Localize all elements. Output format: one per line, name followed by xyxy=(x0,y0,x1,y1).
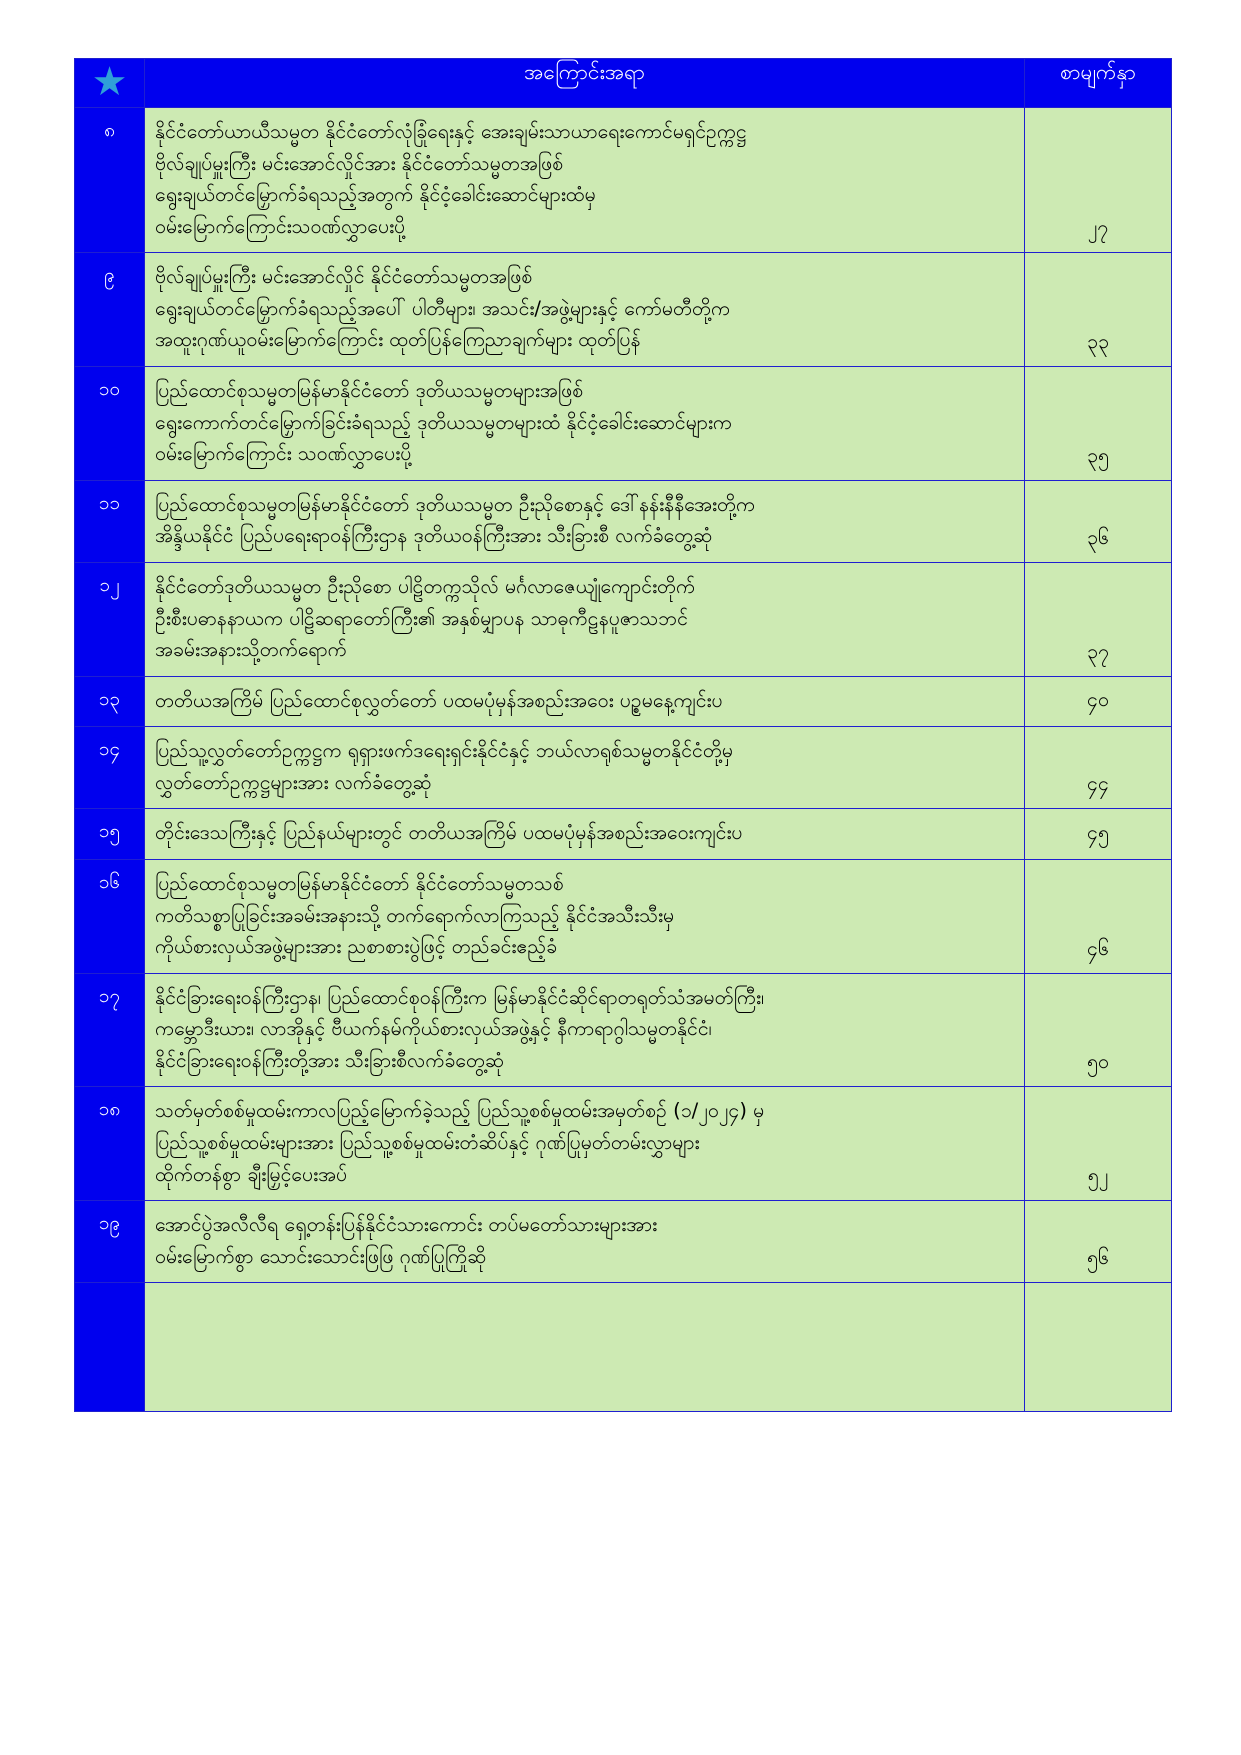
subject-line: အထူးဂုဏ်ယူဝမ်းမြောက်ကြောင်း ထုတ်ပြန်ကြေညာချက်များ ထုတ်ပြန် xyxy=(155,328,641,352)
filler-cell xyxy=(145,1283,1025,1412)
row-number: ၁၇ xyxy=(75,973,145,1087)
table-header xyxy=(75,59,1172,108)
subject-line: ဗိုလ်ချုပ်မှူးကြီး မင်းအောင်လှိုင်အား နိုင်ငံတော်သမ္မတအဖြစ် xyxy=(155,151,564,175)
row-page-number: ၄၅ xyxy=(1025,809,1172,860)
subject-line: အောင်ပွဲအလီလီရ ရှေ့တန်းပြန်နိုင်ငံသားကောင်း တပ်မတော်သားများအား xyxy=(155,1213,658,1237)
filler-cell xyxy=(75,1283,145,1412)
subject-line: ရွေးကောက်တင်မြှောက်ခြင်းခံရသည့် ဒုတိယသမ္မတများထံ နိုင်ငံ့ခေါင်းဆောင်များက xyxy=(155,410,732,434)
row-page-number: ၃၅ xyxy=(1025,367,1172,481)
table-of-contents xyxy=(74,58,1172,1412)
row-subject xyxy=(145,562,1025,676)
subject-line: ကတိသစ္စာပြုခြင်းအခမ်းအနားသို့ တက်ရောက်လာကြသည့် နိုင်ငံအသီးသီးမှ xyxy=(155,903,675,927)
row-number: ၁၉ xyxy=(75,1201,145,1283)
table-row xyxy=(75,253,1172,367)
row-number: ၁၆ xyxy=(75,859,145,973)
subject-line: လွှတ်တော်ဥက္ကဋ္ဌများအား လက်ခံတွေ့ဆုံ xyxy=(155,770,432,794)
row-number: ၁၁ xyxy=(75,480,145,562)
row-subject xyxy=(145,480,1025,562)
row-subject xyxy=(145,1201,1025,1283)
row-number: ၉ xyxy=(75,253,145,367)
subject-line: ရွေးချယ်တင်မြှောက်ခံရသည့်အပေါ် ပါတီများ၊ အသင်း/အဖွဲ့များနှင့် ကော်မတီတို့က xyxy=(155,296,731,320)
subject-line: ကိုယ်စားလှယ်အဖွဲ့များအား ညစာစားပွဲဖြင့် တည်ခင်းဧည့်ခံ xyxy=(155,935,558,959)
subject-line: ပြည်ထောင်စုသမ္မတမြန်မာနိုင်ငံတော် ဒုတိယသမ္မတများအဖြစ် xyxy=(155,379,584,403)
star-icon: ★ xyxy=(91,59,128,105)
filler-cell xyxy=(1025,1283,1172,1412)
row-subject xyxy=(145,809,1025,860)
subject-line: ဝမ်းမြောက်ကြောင်းသဝဏ်လွှာပေးပို့ xyxy=(155,214,406,238)
row-page-number: ၅၀ xyxy=(1025,973,1172,1087)
subject-line: နိုင်ငံခြားရေးဝန်ကြီးတို့အား သီးခြားစီလက်ခံတွေ့ဆုံ xyxy=(155,1048,504,1072)
table-row xyxy=(75,1087,1172,1201)
row-page-number: ၅၂ xyxy=(1025,1087,1172,1201)
row-subject xyxy=(145,367,1025,481)
table-row xyxy=(75,676,1172,727)
row-number: ၁၃ xyxy=(75,676,145,727)
table-body xyxy=(75,108,1172,1412)
subject-line: နိုင်ငံတော်ယာယီသမ္မတ နိုင်ငံတော်လုံခြုံရေးနှင့် အေးချမ်းသာယာရေးကောင်မရှင်ဥက္ကဋ္ဌ xyxy=(155,120,747,143)
row-page-number: ၅၆ xyxy=(1025,1201,1172,1283)
row-subject xyxy=(145,727,1025,809)
table-row xyxy=(75,562,1172,676)
row-number: ၁၅ xyxy=(75,809,145,860)
table-row xyxy=(75,859,1172,973)
column-header-page: စာမျက်နှာ xyxy=(1025,59,1172,108)
subject-line: တတိယအကြိမ် ပြည်ထောင်စုလွှတ်တော် ပထမပုံမှန်အစည်းအဝေး ပဉ္စမနေ့ကျင်းပ xyxy=(155,688,723,712)
row-subject xyxy=(145,973,1025,1087)
column-header-subject: အကြောင်းအရာ xyxy=(145,59,1025,108)
table-row xyxy=(75,1201,1172,1283)
table-row xyxy=(75,727,1172,809)
subject-line: တိုင်းဒေသကြီးနှင့် ပြည်နယ်များတွင် တတိယအကြိမ် ပထမပုံမှန်အစည်းအဝေးကျင်းပ xyxy=(155,821,743,845)
subject-line: ဝမ်းမြောက်ကြောင်း သဝဏ်လွှာပေးပို့ xyxy=(155,442,412,466)
table-row xyxy=(75,809,1172,860)
subject-line: ပြည်ထောင်စုသမ္မတမြန်မာနိုင်ငံတော် နိုင်ငံတော်သမ္မတသစ် xyxy=(155,871,564,895)
row-number: ၈ xyxy=(75,108,145,253)
subject-line: ပြည်သူ့စစ်မှုထမ်းများအား ပြည်သူ့စစ်မှုထမ်းတံဆိပ်နှင့် ဂုဏ်ပြုမှတ်တမ်းလွှာများ xyxy=(155,1131,700,1155)
row-number: ၁၄ xyxy=(75,727,145,809)
row-page-number: ၂၇ xyxy=(1025,108,1172,253)
row-page-number: ၄၆ xyxy=(1025,859,1172,973)
subject-line: အခမ်းအနားသို့တက်ရောက် xyxy=(155,638,347,662)
row-number: ၁၈ xyxy=(75,1087,145,1201)
subject-line: သတ်မှတ်စစ်မှုထမ်းကာလပြည့်မြောက်ခဲ့သည့် ပြည်သူ့စစ်မှုထမ်းအမှတ်စဉ် (၁/၂၀၂၄) မှ xyxy=(155,1099,765,1123)
row-number: ၁၀ xyxy=(75,367,145,481)
header-row xyxy=(75,59,1172,108)
row-subject xyxy=(145,108,1025,253)
row-subject xyxy=(145,859,1025,973)
row-subject xyxy=(145,1087,1025,1201)
subject-line: ဝမ်းမြောက်စွာ သောင်းသောင်းဖြဖြ ဂုဏ်ပြုကြိုဆို xyxy=(155,1244,487,1268)
subject-line: ထိုက်တန်စွာ ချီးမြှင့်ပေးအပ် xyxy=(155,1162,348,1186)
subject-line: နိုင်ငံတော်ဒုတိယသမ္မတ ဦးညိုစော ပါဠိတက္ကသိုလ် မင်္ဂလာဇေယျုံကျောင်းတိုက် xyxy=(155,574,696,598)
row-page-number: ၃၇ xyxy=(1025,562,1172,676)
table-row xyxy=(75,367,1172,481)
row-page-number: ၃၃ xyxy=(1025,253,1172,367)
row-page-number: ၄၄ xyxy=(1025,727,1172,809)
table-row xyxy=(75,108,1172,253)
table-row xyxy=(75,480,1172,562)
table-row xyxy=(75,973,1172,1087)
row-subject xyxy=(145,676,1025,727)
row-page-number: ၄၀ xyxy=(1025,676,1172,727)
subject-line: အိန္ဒိယနိုင်ငံ ပြည်ပရေးရာဝန်ကြီးဌာန ဒုတိယဝန်ကြီးအား သီးခြားစီ လက်ခံတွေ့ဆုံ xyxy=(155,524,713,548)
subject-line: နိုင်ငံခြားရေးဝန်ကြီးဌာန၊ ပြည်ထောင်စုဝန်ကြီးက မြန်မာနိုင်ငံဆိုင်ရာတရုတ်သံအမတ်ကြီး၊ xyxy=(155,985,765,1009)
row-page-number: ၃၆ xyxy=(1025,480,1172,562)
subject-line: ပြည်ထောင်စုသမ္မတမြန်မာနိုင်ငံတော် ဒုတိယသမ္မတ ဦးညိုစောနှင့် ဒေါ်နန်းနီနီအေးတို့က xyxy=(155,492,756,516)
subject-line: ဦးစီးပဓာနနာယက ပါဠိဆရာတော်ကြီး၏ အနှစ်မျှာပန သာဓုကီဠနပူဇာသဘင် xyxy=(155,606,688,630)
subject-line: ရွေးချယ်တင်မြှောက်ခံရသည့်အတွက် နိုင်ငံ့ခေါင်းဆောင်များထံမှ xyxy=(155,183,596,207)
star-icon-cell xyxy=(75,59,145,108)
row-number: ၁၂ xyxy=(75,562,145,676)
subject-line: ဗိုလ်ချုပ်မှူးကြီး မင်းအောင်လှိုင် နိုင်ငံတော်သမ္မတအဖြစ် xyxy=(155,265,533,289)
table-filler-row xyxy=(75,1283,1172,1412)
subject-line: ပြည်သူ့လွှတ်တော်ဥက္ကဋ္ဌက ရုရှားဖက်ဒရေးရှင်းနိုင်ငံနှင့် ဘယ်လာရုစ်သမ္မတနိုင်ငံတို့မှ xyxy=(155,739,733,763)
row-subject xyxy=(145,253,1025,367)
subject-line: ကမ္ဘောဒီးယား၊ လာအိုနှင့် ဗီယက်နမ်ကိုယ်စားလှယ်အဖွဲ့နှင့် နီကာရာဂွါသမ္မတနိုင်ငံ၊ xyxy=(155,1017,712,1041)
